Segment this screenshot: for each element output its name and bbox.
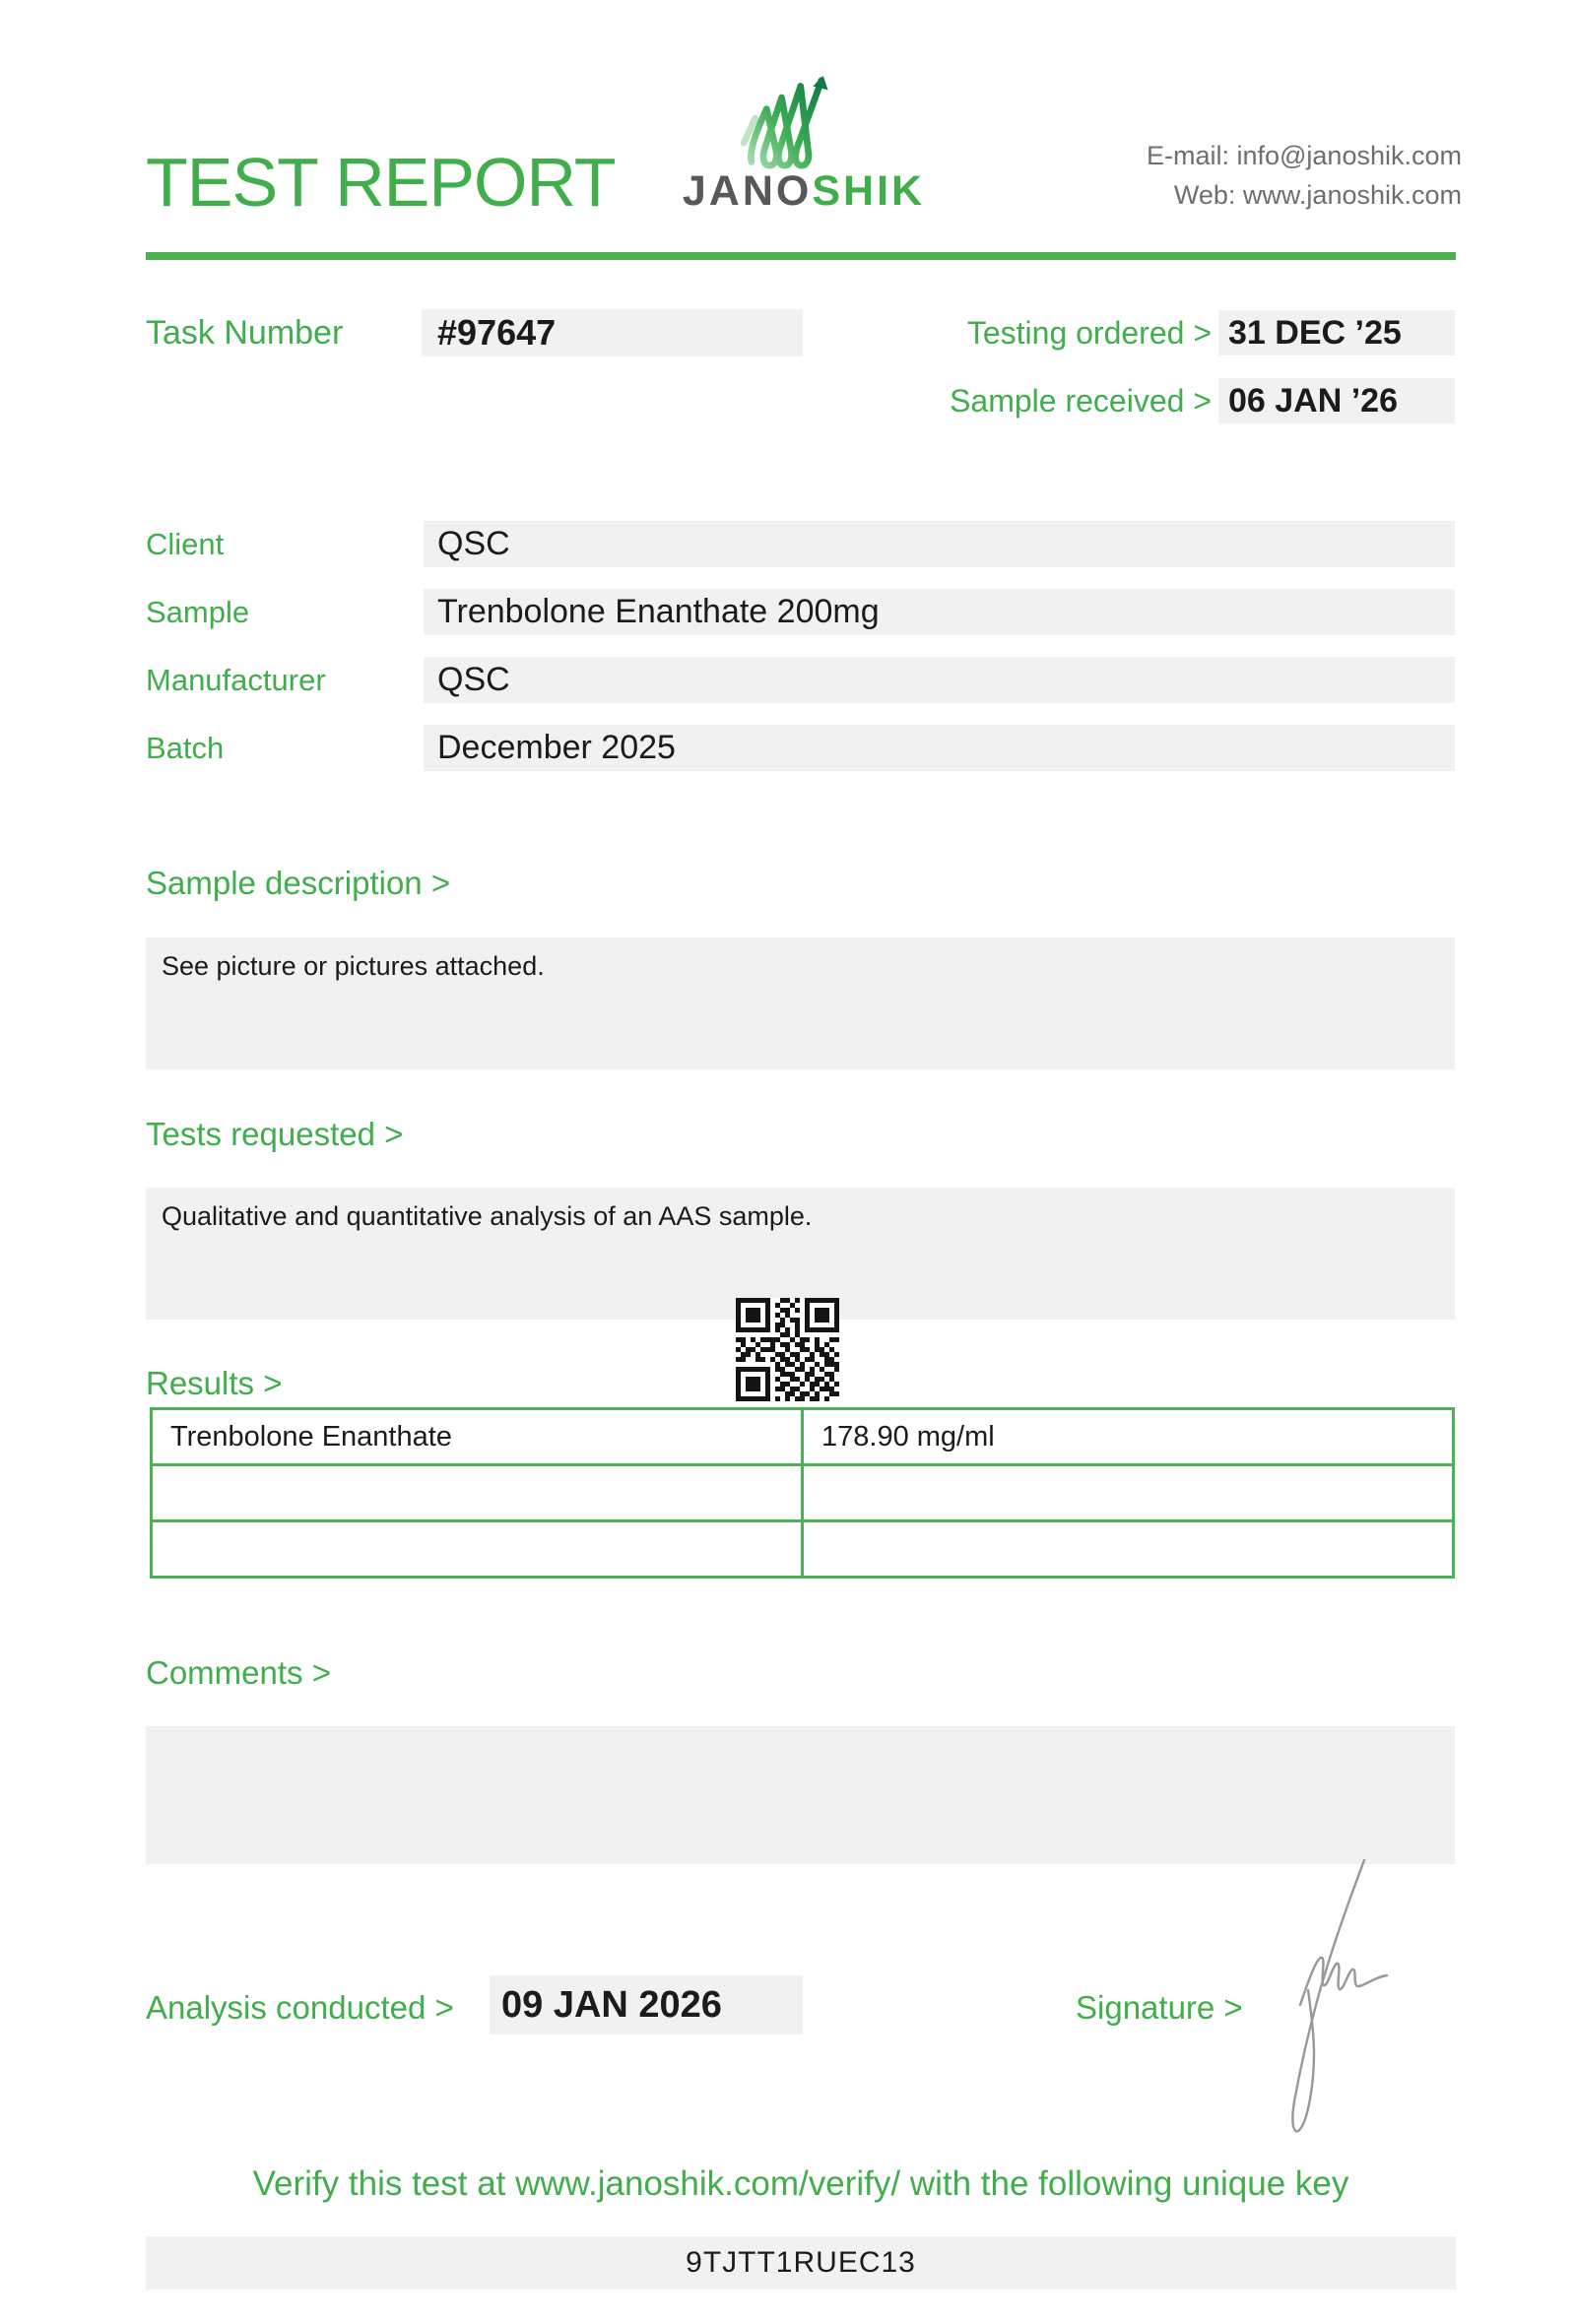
section-heading-results: Results > bbox=[146, 1365, 283, 1401]
table-cell-analyte bbox=[152, 1465, 803, 1521]
task-number-label: Task Number bbox=[146, 314, 344, 352]
results-table bbox=[150, 1407, 1455, 1579]
batch-value: December 2025 bbox=[424, 725, 1455, 771]
client-label: Client bbox=[146, 527, 225, 561]
verify-key-value: 9TJTT1RUEC13 bbox=[146, 2236, 1456, 2290]
sample-received-label: Sample received > bbox=[950, 383, 1212, 419]
sample-received-value: 06 JAN ’26 bbox=[1218, 378, 1455, 423]
table-row bbox=[152, 1521, 1454, 1578]
logo-word-dark: JANO bbox=[682, 167, 813, 215]
contact-web: Web: www.janoshik.com bbox=[1173, 180, 1462, 210]
analysis-conducted-value: 09 JAN 2026 bbox=[490, 1975, 803, 2034]
analysis-conducted-label: Analysis conducted > bbox=[146, 1989, 454, 2026]
manufacturer-label: Manufacturer bbox=[146, 663, 326, 697]
testing-ordered-value: 31 DEC ’25 bbox=[1218, 310, 1455, 355]
contact-email: E-mail: info@janoshik.com bbox=[1146, 141, 1462, 170]
sample-label: Sample bbox=[146, 595, 250, 629]
logo-word-green: SHIK bbox=[812, 167, 926, 215]
tests-requested-box: Qualitative and quantitative analysis of an AAS sample. bbox=[146, 1188, 1455, 1320]
section-heading-comments: Comments > bbox=[146, 1654, 331, 1691]
qr-code bbox=[736, 1298, 839, 1401]
comments-box bbox=[146, 1726, 1455, 1864]
table-cell-result: 178.90 mg/ml bbox=[803, 1409, 1454, 1465]
table-row bbox=[152, 1409, 1454, 1465]
logo-wordmark bbox=[666, 167, 942, 216]
logo-chart-icon bbox=[737, 75, 853, 169]
client-value: QSC bbox=[424, 521, 1455, 567]
table-cell-analyte: Trenbolone Enanthate bbox=[152, 1409, 803, 1465]
section-heading-tests-requested: Tests requested > bbox=[146, 1116, 404, 1152]
section-heading-sample-description: Sample description > bbox=[146, 865, 451, 901]
sample-description-box: See picture or pictures attached. bbox=[146, 937, 1455, 1069]
table-cell-analyte bbox=[152, 1521, 803, 1578]
table-cell-result bbox=[803, 1465, 1454, 1521]
manufacturer-value: QSC bbox=[424, 657, 1455, 703]
table-cell-result bbox=[803, 1521, 1454, 1578]
signature-image bbox=[1271, 1857, 1404, 2148]
table-row bbox=[152, 1465, 1454, 1521]
verify-instruction: Verify this test at www.janoshik.com/verify/ with the following unique key bbox=[252, 2164, 1349, 2203]
contact-block bbox=[1147, 136, 1462, 215]
signature-label: Signature > bbox=[1076, 1989, 1243, 2026]
batch-label: Batch bbox=[146, 731, 225, 765]
header-divider bbox=[146, 252, 1456, 260]
sample-value: Trenbolone Enanthate 200mg bbox=[424, 589, 1455, 635]
testing-ordered-label: Testing ordered > bbox=[966, 315, 1212, 351]
task-number-value: #97647 bbox=[422, 309, 803, 356]
page-title: TEST REPORT bbox=[146, 144, 616, 221]
